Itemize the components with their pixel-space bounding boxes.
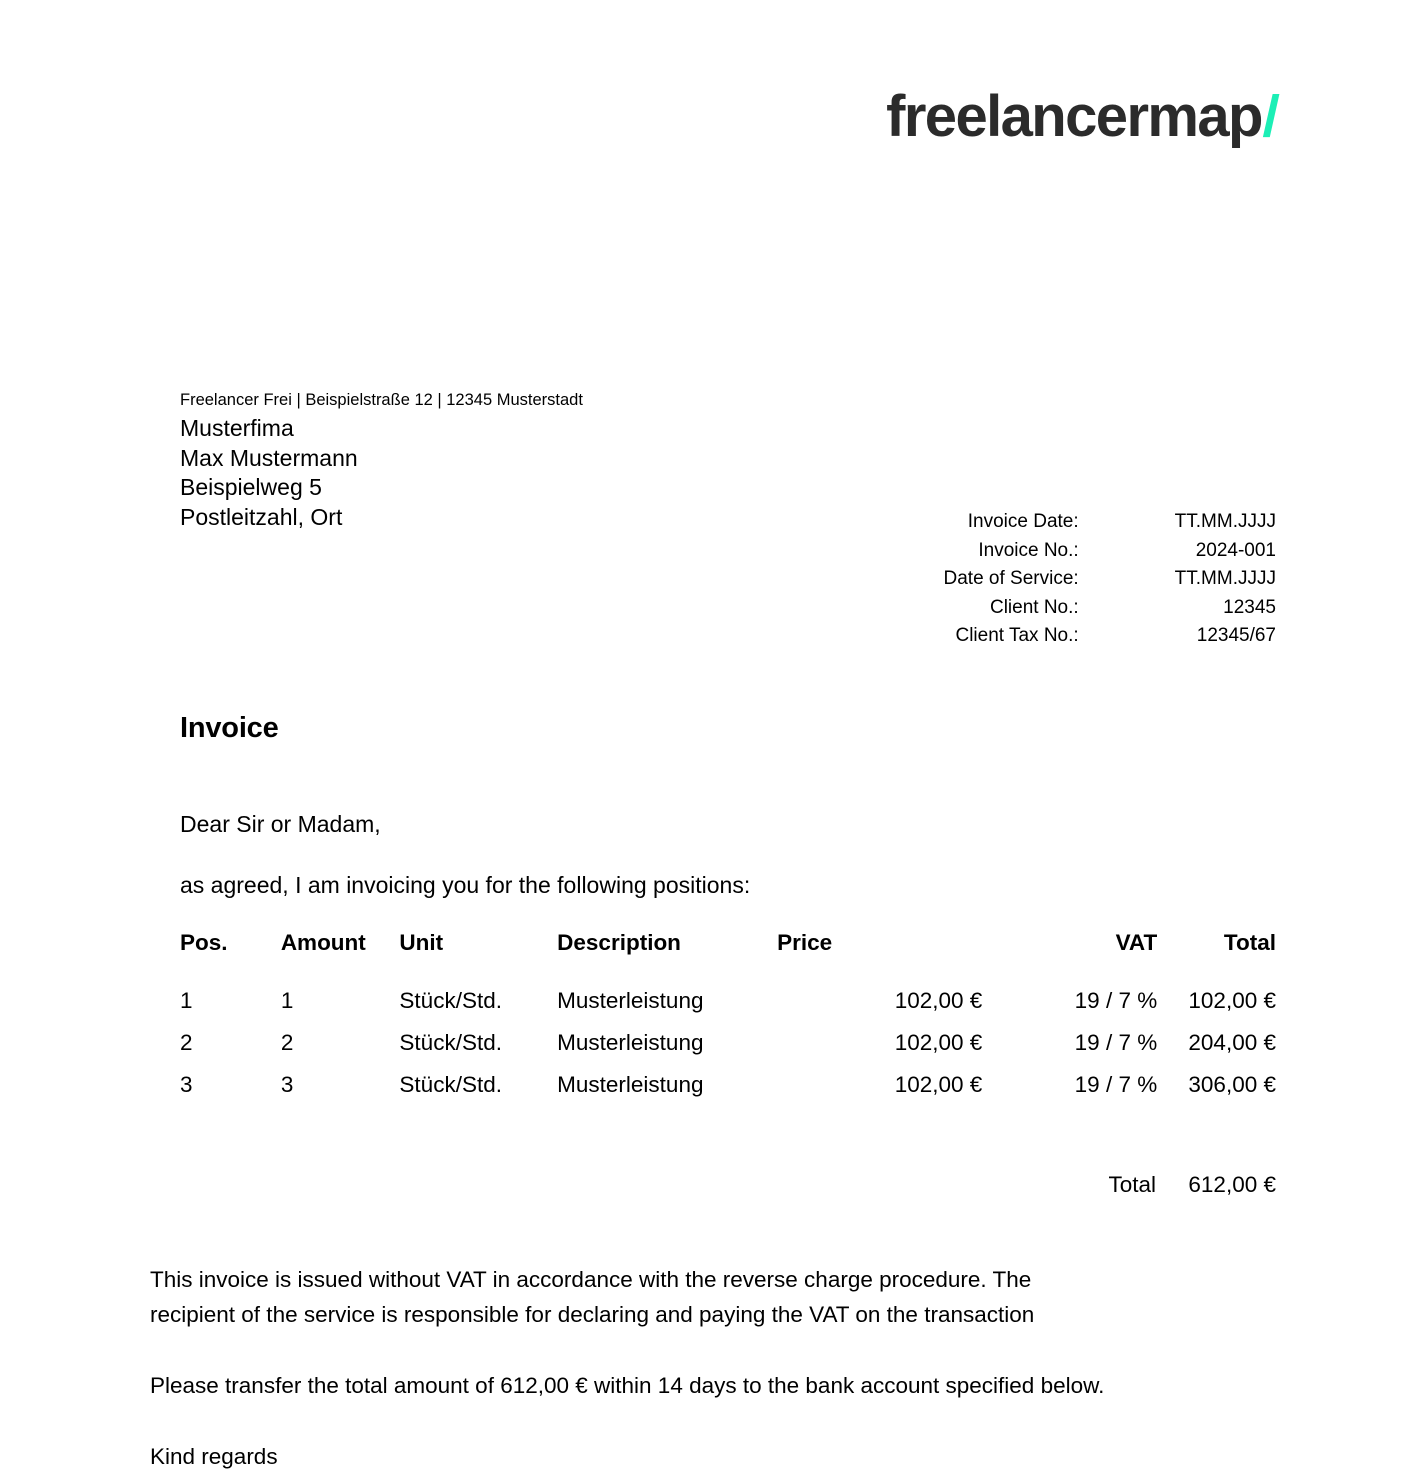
cell-description: Musterleistung — [557, 1030, 704, 1055]
table-row — [180, 1072, 1276, 1114]
meta-value-invoice-no: 2024-001 — [1195, 539, 1276, 561]
cell-pos: 2 — [180, 1030, 193, 1055]
cell-vat: 19 / 7 % — [1074, 1030, 1158, 1055]
cell-total: 204,00 € — [1188, 1030, 1276, 1055]
column-header-vat: VAT — [1115, 930, 1158, 955]
cell-unit: Stück/Std. — [399, 988, 502, 1013]
intro-text: as agreed, I am invoicing you for the following positions: — [180, 872, 751, 898]
footer-spacer — [150, 1403, 1300, 1439]
column-header-unit: Unit — [399, 930, 444, 955]
table-row — [180, 1030, 1276, 1072]
grand-total-value: 612,00 € — [1188, 1172, 1276, 1197]
meta-label-invoice-no: Invoice No.: — [978, 539, 1079, 561]
meta-value-invoice-date: TT.MM.JJJJ — [1174, 511, 1276, 532]
closing-text: Kind regards — [150, 1444, 278, 1469]
brand-logo — [886, 84, 1281, 149]
cell-amount: 1 — [280, 988, 294, 1013]
brand-logo-text: freelancermap — [886, 84, 1262, 149]
sender-return-address: Freelancer Frei | Beispielstraße 12 | 12345 Musterstadt — [180, 391, 583, 409]
cell-description: Musterleistung — [557, 988, 704, 1013]
cell-amount: 3 — [280, 1072, 294, 1097]
vat-notice-line-2: recipient of the service is responsible for declaring and paying the VAT on the transaction — [150, 1302, 1035, 1327]
cell-total: 102,00 € — [1188, 988, 1276, 1013]
recipient-name: Max Mustermann — [180, 444, 358, 471]
grand-total-label: Total — [1108, 1172, 1156, 1197]
meta-value-client-tax-no: 12345/67 — [1196, 625, 1276, 646]
invoice-meta-block — [944, 508, 1277, 651]
meta-value-client-no: 12345 — [1223, 596, 1276, 618]
cell-unit: Stück/Std. — [399, 1072, 502, 1097]
meta-value-date-of-service: TT.MM.JJJJ — [1174, 568, 1276, 589]
meta-label-date-of-service: Date of Service: — [943, 568, 1079, 589]
address-block — [180, 390, 583, 532]
vat-notice-line-1: This invoice is issued without VAT in accordance with the reverse charge procedure. The — [150, 1267, 1032, 1292]
salutation-text: Dear Sir or Madam, — [180, 811, 381, 837]
cell-total: 306,00 € — [1188, 1072, 1276, 1097]
cell-price: 102,00 € — [894, 988, 983, 1013]
column-header-pos: Pos. — [180, 930, 228, 955]
page-title: Invoice — [180, 712, 279, 744]
column-header-total: Total — [1223, 930, 1276, 955]
cell-pos: 3 — [180, 1072, 193, 1097]
column-header-description: Description — [557, 930, 681, 955]
cell-pos: 1 — [180, 988, 193, 1013]
footer-spacer — [150, 1332, 1300, 1368]
table-header-row — [180, 930, 1276, 984]
meta-label-client-no: Client No.: — [989, 596, 1079, 618]
recipient-city: Postleitzahl, Ort — [180, 503, 343, 530]
brand-logo-slash-icon: / — [1261, 84, 1281, 149]
meta-label-invoice-date: Invoice Date: — [967, 511, 1079, 532]
cell-price: 102,00 € — [894, 1072, 983, 1097]
cell-unit: Stück/Std. — [399, 1030, 502, 1055]
cell-description: Musterleistung — [557, 1072, 704, 1097]
line-items-table — [180, 930, 1276, 1114]
footer-notes — [150, 1262, 1300, 1474]
column-header-price: Price — [777, 930, 833, 955]
grand-total-row — [180, 1172, 1276, 1198]
recipient-street: Beispielweg 5 — [180, 474, 322, 500]
table-row — [180, 984, 1276, 1030]
cell-amount: 2 — [280, 1030, 294, 1055]
cell-price: 102,00 € — [894, 1030, 983, 1055]
cell-vat: 19 / 7 % — [1074, 988, 1158, 1013]
cell-vat: 19 / 7 % — [1074, 1072, 1158, 1097]
column-header-amount: Amount — [280, 930, 366, 955]
payment-terms: Please transfer the total amount of 612,00 € within 14 days to the bank account specified below. — [150, 1373, 1105, 1398]
meta-label-client-tax-no: Client Tax No.: — [955, 625, 1079, 646]
recipient-company: Musterfima — [180, 415, 294, 441]
